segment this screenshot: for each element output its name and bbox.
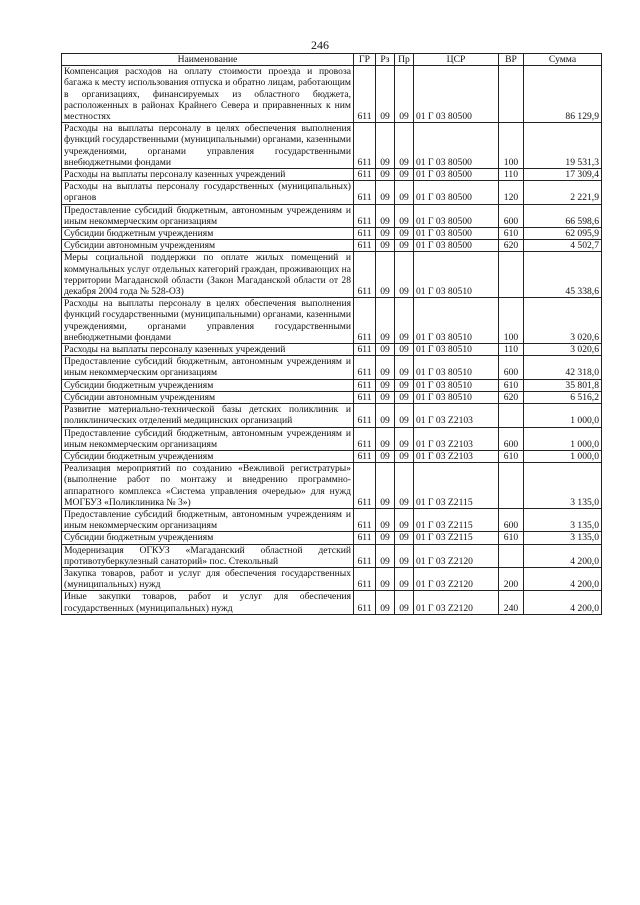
cell-pr: 09 [395, 181, 414, 204]
cell-csr: 01 Г 03 Z2120 [414, 567, 499, 590]
cell-csr: 01 Г 03 80510 [414, 391, 499, 403]
cell-vr: 110 [499, 169, 524, 181]
cell-vr [499, 544, 524, 567]
cell-pr: 09 [395, 252, 414, 298]
cell-pr: 09 [395, 228, 414, 240]
cell-rz: 09 [376, 463, 395, 509]
cell-name: Расходы на выплаты персоналу казенных учреждений [62, 169, 354, 181]
cell-sum: 86 129,9 [524, 66, 602, 123]
table-row [62, 450, 602, 462]
cell-csr: 01 Г 03 Z2103 [414, 427, 499, 450]
cell-gr: 611 [354, 252, 376, 298]
cell-csr: 01 Г 03 80500 [414, 204, 499, 227]
cell-vr: 610 [499, 228, 524, 240]
cell-csr: 01 Г 03 80510 [414, 356, 499, 379]
cell-name: Субсидии бюджетным учреждениям [62, 379, 354, 391]
cell-vr: 610 [499, 450, 524, 462]
cell-vr [499, 463, 524, 509]
cell-gr: 611 [354, 508, 376, 531]
table-row [62, 356, 602, 379]
cell-vr [499, 66, 524, 123]
table-header-row [62, 54, 602, 66]
cell-gr: 611 [354, 544, 376, 567]
cell-csr: 01 Г 03 Z2115 [414, 463, 499, 509]
cell-csr: 01 Г 03 80500 [414, 240, 499, 252]
cell-vr: 600 [499, 356, 524, 379]
cell-pr: 09 [395, 591, 414, 614]
cell-name: Модернизация ОГКУЗ «Магаданский областной детский противотуберкулезный санаторий» пос. Стекольный [62, 544, 354, 567]
cell-sum: 1 000,0 [524, 427, 602, 450]
header-pr: Пр [395, 54, 414, 66]
cell-pr: 09 [395, 379, 414, 391]
cell-gr: 611 [354, 591, 376, 614]
cell-pr: 09 [395, 169, 414, 181]
cell-rz: 09 [376, 544, 395, 567]
cell-gr: 611 [354, 391, 376, 403]
cell-vr: 620 [499, 240, 524, 252]
cell-vr: 110 [499, 344, 524, 356]
cell-csr: 01 Г 03 80500 [414, 169, 499, 181]
cell-gr: 611 [354, 463, 376, 509]
cell-sum: 35 801,8 [524, 379, 602, 391]
table-row [62, 240, 602, 252]
cell-pr: 09 [395, 544, 414, 567]
cell-sum: 66 598,6 [524, 204, 602, 227]
cell-rz: 09 [376, 508, 395, 531]
cell-gr: 611 [354, 240, 376, 252]
table-row [62, 567, 602, 590]
cell-rz: 09 [376, 169, 395, 181]
cell-sum: 4 200,0 [524, 591, 602, 614]
header-rz: Рз [376, 54, 395, 66]
cell-pr: 09 [395, 391, 414, 403]
cell-gr: 611 [354, 66, 376, 123]
cell-vr: 240 [499, 591, 524, 614]
cell-pr: 09 [395, 240, 414, 252]
cell-gr: 611 [354, 427, 376, 450]
cell-name: Предоставление субсидий бюджетным, автономным учреждениям и иным некоммерческим организациям [62, 508, 354, 531]
cell-name: Расходы на выплаты персоналу в целях обеспечения выполнения функций государственными (муниципальными) органами, казенными учреждениями, органами управления государственными внебюджетными фондами [62, 298, 354, 344]
cell-pr: 09 [395, 344, 414, 356]
cell-pr: 09 [395, 204, 414, 227]
cell-rz: 09 [376, 66, 395, 123]
cell-rz: 09 [376, 252, 395, 298]
table-row [62, 344, 602, 356]
cell-sum: 1 000,0 [524, 450, 602, 462]
cell-rz: 09 [376, 391, 395, 403]
cell-csr: 01 Г 03 80500 [414, 181, 499, 204]
cell-csr: 01 Г 03 Z2120 [414, 591, 499, 614]
cell-gr: 611 [354, 228, 376, 240]
cell-rz: 09 [376, 450, 395, 462]
table-row [62, 379, 602, 391]
cell-pr: 09 [395, 298, 414, 344]
cell-vr [499, 252, 524, 298]
table-row [62, 123, 602, 169]
page-number: 246 [311, 38, 329, 52]
cell-name: Реализация мероприятий по созданию «Вежливой регистратуры» (выполнение работ по монтажу и внедрению программно-аппаратного комплекса «Система управления очередью» для нужд МОГБУЗ «Поликлиника № 3») [62, 463, 354, 509]
cell-vr: 620 [499, 391, 524, 403]
cell-vr: 600 [499, 204, 524, 227]
table-body [62, 66, 602, 615]
cell-sum: 42 318,0 [524, 356, 602, 379]
cell-vr: 200 [499, 567, 524, 590]
cell-pr: 09 [395, 450, 414, 462]
cell-pr: 09 [395, 532, 414, 544]
cell-rz: 09 [376, 356, 395, 379]
cell-name: Расходы на выплаты персоналу казенных учреждений [62, 344, 354, 356]
cell-vr: 100 [499, 123, 524, 169]
cell-csr: 01 Г 03 Z2103 [414, 404, 499, 427]
header-csr: ЦСР [414, 54, 499, 66]
cell-csr: 01 Г 03 Z2115 [414, 532, 499, 544]
cell-pr: 09 [395, 66, 414, 123]
cell-csr: 01 Г 03 Z2103 [414, 450, 499, 462]
cell-vr: 600 [499, 427, 524, 450]
cell-name: Субсидии автономным учреждениям [62, 391, 354, 403]
cell-vr: 120 [499, 181, 524, 204]
cell-csr: 01 Г 03 80510 [414, 252, 499, 298]
cell-gr: 611 [354, 204, 376, 227]
table-row [62, 532, 602, 544]
cell-pr: 09 [395, 567, 414, 590]
table-row [62, 204, 602, 227]
cell-sum: 4 200,0 [524, 567, 602, 590]
cell-csr: 01 Г 03 Z2120 [414, 544, 499, 567]
cell-name: Расходы на выплаты персоналу в целях обеспечения выполнения функций государственными (муниципальными) органами, казенными учреждениями, органами управления государственными внебюджетными фондами [62, 123, 354, 169]
cell-vr: 600 [499, 508, 524, 531]
cell-sum: 62 095,9 [524, 228, 602, 240]
cell-rz: 09 [376, 567, 395, 590]
cell-gr: 611 [354, 344, 376, 356]
cell-vr: 610 [499, 379, 524, 391]
cell-name: Компенсация расходов на оплату стоимости проезда и провоза багажа к месту использования отпуска и обратно лицам, работающим в организациях, финансируемых из областного бюджета, расположенных в районах Крайнего Севера и приравненных к ним местностях [62, 66, 354, 123]
cell-sum: 3 135,0 [524, 532, 602, 544]
table-row [62, 404, 602, 427]
table-row [62, 252, 602, 298]
cell-sum: 45 338,6 [524, 252, 602, 298]
cell-gr: 611 [354, 181, 376, 204]
header-sum: Сумма [524, 54, 602, 66]
cell-rz: 09 [376, 181, 395, 204]
cell-pr: 09 [395, 463, 414, 509]
cell-rz: 09 [376, 204, 395, 227]
cell-sum: 17 309,4 [524, 169, 602, 181]
cell-gr: 611 [354, 356, 376, 379]
cell-csr: 01 Г 03 80500 [414, 66, 499, 123]
table-row [62, 66, 602, 123]
cell-name: Предоставление субсидий бюджетным, автономным учреждениям и иным некоммерческим организациям [62, 427, 354, 450]
cell-pr: 09 [395, 508, 414, 531]
cell-sum: 3 135,0 [524, 463, 602, 509]
cell-rz: 09 [376, 344, 395, 356]
cell-rz: 09 [376, 240, 395, 252]
cell-rz: 09 [376, 228, 395, 240]
table-row [62, 228, 602, 240]
cell-rz: 09 [376, 427, 395, 450]
cell-pr: 09 [395, 123, 414, 169]
cell-csr: 01 Г 03 80500 [414, 123, 499, 169]
cell-name: Расходы на выплаты персоналу государственных (муниципальных) органов [62, 181, 354, 204]
cell-csr: 01 Г 03 80510 [414, 298, 499, 344]
cell-sum: 6 516,2 [524, 391, 602, 403]
cell-sum: 4 200,0 [524, 544, 602, 567]
cell-csr: 01 Г 03 80510 [414, 344, 499, 356]
header-gr: ГР [354, 54, 376, 66]
cell-name: Субсидии бюджетным учреждениям [62, 228, 354, 240]
table-row [62, 391, 602, 403]
cell-vr: 610 [499, 532, 524, 544]
cell-rz: 09 [376, 532, 395, 544]
cell-pr: 09 [395, 356, 414, 379]
cell-pr: 09 [395, 427, 414, 450]
cell-gr: 611 [354, 298, 376, 344]
cell-csr: 01 Г 03 80510 [414, 379, 499, 391]
table-row [62, 508, 602, 531]
cell-name: Субсидии бюджетным учреждениям [62, 450, 354, 462]
table-row [62, 298, 602, 344]
cell-vr: 100 [499, 298, 524, 344]
cell-sum: 1 000,0 [524, 404, 602, 427]
cell-csr: 01 Г 03 Z2115 [414, 508, 499, 531]
cell-sum: 19 531,3 [524, 123, 602, 169]
cell-gr: 611 [354, 567, 376, 590]
cell-gr: 611 [354, 379, 376, 391]
cell-name: Субсидии автономным учреждениям [62, 240, 354, 252]
cell-rz: 09 [376, 298, 395, 344]
header-name: Наименование [62, 54, 354, 66]
table-row [62, 591, 602, 614]
table-row [62, 463, 602, 509]
table-row [62, 169, 602, 181]
cell-gr: 611 [354, 123, 376, 169]
cell-gr: 611 [354, 404, 376, 427]
cell-csr: 01 Г 03 80500 [414, 228, 499, 240]
cell-sum: 4 502,7 [524, 240, 602, 252]
cell-sum: 3 020,6 [524, 344, 602, 356]
cell-rz: 09 [376, 404, 395, 427]
cell-sum: 2 221,9 [524, 181, 602, 204]
cell-name: Меры социальной поддержки по оплате жилых помещений и коммунальных услуг отдельных категорий граждан, проживающих на территории Магаданской области (Закон Магаданской области от 28 декабря 2004 года № 528-ОЗ) [62, 252, 354, 298]
cell-gr: 611 [354, 169, 376, 181]
budget-table [61, 53, 602, 615]
cell-rz: 09 [376, 379, 395, 391]
cell-name: Иные закупки товаров, работ и услуг для обеспечения государственных (муниципальных) нужд [62, 591, 354, 614]
table-row [62, 427, 602, 450]
cell-rz: 09 [376, 123, 395, 169]
cell-name: Предоставление субсидий бюджетным, автономным учреждениям и иным некоммерческим организациям [62, 204, 354, 227]
cell-gr: 611 [354, 450, 376, 462]
cell-name: Развитие материально-технической базы детских поликлиник и поликлинических отделений медицинских организаций [62, 404, 354, 427]
cell-gr: 611 [354, 532, 376, 544]
cell-pr: 09 [395, 404, 414, 427]
cell-vr [499, 404, 524, 427]
cell-rz: 09 [376, 591, 395, 614]
header-vr: ВР [499, 54, 524, 66]
cell-sum: 3 020,6 [524, 298, 602, 344]
table-row [62, 544, 602, 567]
cell-name: Субсидии бюджетным учреждениям [62, 532, 354, 544]
table-row [62, 181, 602, 204]
cell-sum: 3 135,0 [524, 508, 602, 531]
cell-name: Закупка товаров, работ и услуг для обеспечения государственных (муниципальных) нужд [62, 567, 354, 590]
cell-name: Предоставление субсидий бюджетным, автономным учреждениям и иным некоммерческим организациям [62, 356, 354, 379]
